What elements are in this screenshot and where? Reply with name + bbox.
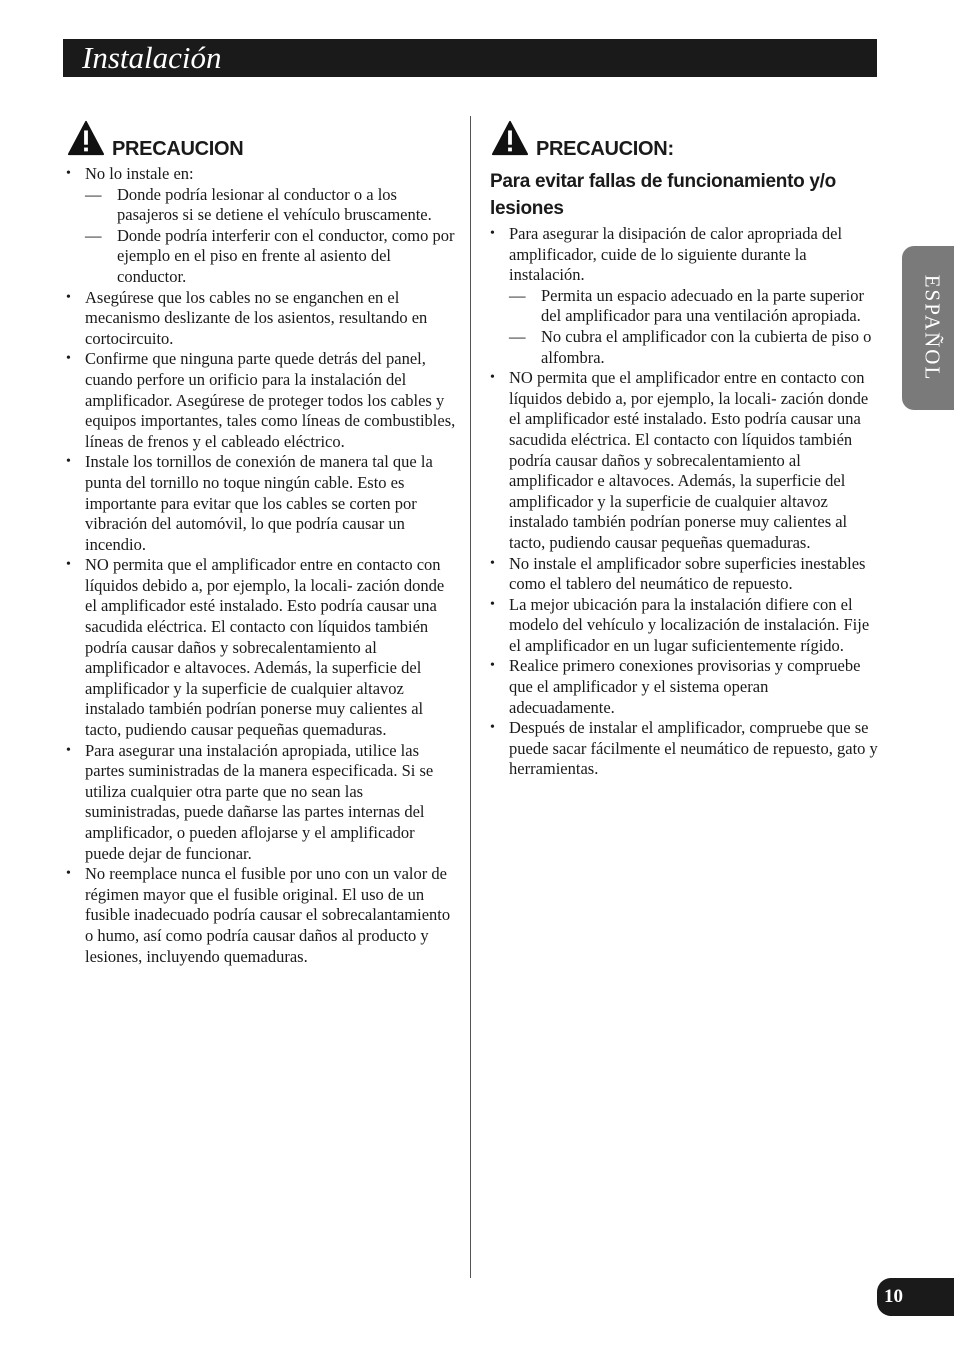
caution-heading <box>64 120 456 164</box>
language-tab-label: ESPAÑOL <box>920 274 945 382</box>
list-item <box>488 368 878 553</box>
caution-list <box>64 164 456 967</box>
dash-icon: — <box>85 184 102 204</box>
list-item-text: No lo instale en: <box>85 164 194 183</box>
bullet-icon: • <box>66 166 71 181</box>
warning-triangle-icon <box>491 120 529 158</box>
bullet-icon: • <box>66 866 71 882</box>
list-item-text: Para asegurar una instalación apropiada, utilice las partes suministradas de la manera especificada. Si se utiliza cualquier otra parte que no sean las suministradas, puede dañarse las partes internas del amplificador, o pueden aflojarse y el amplificador puede dejar de funcionar. <box>85 740 434 863</box>
list-item-text: Confirme que ninguna parte quede detrás del panel, cuando perfore un orificio para la instalación del amplificador. Asegúrese de proteger todos los cables y equipos importantes, tales como líneas de combustibles, líneas de frenos y el cableado eléctrico. <box>85 349 456 451</box>
list-item <box>64 555 456 740</box>
list-item <box>64 864 456 967</box>
dash-icon: — <box>509 285 526 305</box>
bullet-icon: • <box>490 596 495 612</box>
list-item-text: Instale los tornillos de conexión de manera tal que la punta del tornillo no toque ningún cable. Esto es importante para evitar que los cables se corten por vibración del automóvil, lo que podría causar un incendio. <box>85 452 433 554</box>
list-item <box>488 595 878 657</box>
list-item-text: No instale el amplificador sobre superficies inestables como el tablero del neumático de repuesto. <box>509 553 866 594</box>
bullet-icon: • <box>66 742 71 758</box>
dash-icon: — <box>85 225 102 245</box>
list-item <box>64 452 456 555</box>
sub-list <box>509 286 878 368</box>
caution-label: PRECAUCION <box>112 138 244 160</box>
page-number: 10 <box>884 1286 903 1307</box>
sub-list <box>85 185 456 288</box>
section-subheading: Para evitar fallas de funcionamiento y/o lesiones <box>490 171 836 219</box>
bullet-icon: • <box>490 370 495 386</box>
bullet-icon: • <box>66 454 71 470</box>
sub-list-item-text: Donde podría interferir con el conductor, como por ejemplo en el piso en frente al asiento del conductor. <box>117 225 455 286</box>
bullet-icon: • <box>490 555 495 571</box>
sub-list-item <box>509 327 878 368</box>
caution-heading <box>488 120 878 164</box>
sub-list-item-text: No cubra el amplificador con la cubierta de piso o alfombra. <box>541 326 872 367</box>
right-column <box>488 120 878 780</box>
page-number-tab <box>877 1278 954 1316</box>
caution-list <box>488 224 878 780</box>
list-item-text: NO permita que el amplificador entre en contacto con líquidos debido a, por ejemplo, la locali- zación donde el amplificador esté instalado. Esto podría causar una sacudida eléctrica. El contacto con líquidos también podría causar daños y sobrecalentamiento al amplificador e altavoces. Además, la superficie del amplificador y la superficie de cualquier altavoz instalado también podrían ponerse muy calientes al tacto, pudiendo causar pequeñas quemaduras. <box>509 368 869 552</box>
list-item-text: La mejor ubicación para la instalación difiere con el modelo del vehículo y localización de instalación. Fije el amplificador en un lugar suficientemente rígido. <box>509 594 870 655</box>
list-item <box>64 164 456 288</box>
column-divider <box>470 116 471 1278</box>
list-item-text: Asegúrese que los cables no se enganchen en el mecanismo deslizante de los asientos, resultando en cortocircuito. <box>85 287 428 348</box>
sub-list-item-text: Donde podría lesionar al conductor o a los pasajeros si se detiene el vehículo bruscamente. <box>117 184 432 225</box>
list-item-text: Para asegurar la disipación de calor apropriada del amplificador, cuide de lo siguiente durante la instalación. <box>509 224 843 285</box>
list-item-text: Realice primero conexiones provisorias y compruebe que el amplificador y el sistema operan adecuadamente. <box>509 656 861 717</box>
list-item <box>488 554 878 595</box>
list-item <box>64 741 456 865</box>
language-tab <box>902 246 954 410</box>
page-title: Instalación <box>82 40 222 75</box>
bullet-icon: • <box>66 289 71 305</box>
list-item-text: NO permita que el amplificador entre en contacto con líquidos debido a, por ejemplo, la locali- zación donde el amplificador esté instalado. Esto podría causar una sacudida eléctrica. El contacto con líquidos también podría causar daños y sobrecalentamiento al amplificador e altavoces. Además, la superficie del amplificador y la superficie de cualquier altavoz instalado también podrían ponerse muy calientes al tacto, pudiendo causar pequeñas quemaduras. <box>85 555 445 740</box>
bullet-icon: • <box>66 557 71 573</box>
list-item <box>488 718 878 780</box>
list-item <box>488 224 878 368</box>
bullet-icon: • <box>490 226 495 241</box>
sub-list-item <box>85 185 456 226</box>
list-item <box>64 349 456 452</box>
sub-list-item <box>85 226 456 288</box>
bullet-icon: • <box>66 351 71 367</box>
header-bar <box>63 39 877 77</box>
sub-list-item-text: Permita un espacio adecuado en la parte superior del amplificador para una ventilación apropiada. <box>541 285 864 326</box>
list-item-text: No reemplace nunca el fusible por uno con un valor de régimen mayor que el fusible original. El uso de un fusible inadecuado podría causar el sobrecalantamiento o humo, así como podría causar daños al producto y lesiones, incluyendo quemaduras. <box>85 864 451 966</box>
bullet-icon: • <box>490 658 495 674</box>
list-item-text: Después de instalar el amplificador, compruebe que se puede sacar fácilmente el neumático de repuesto, gato y herramientas. <box>509 718 878 779</box>
dash-icon: — <box>509 326 526 346</box>
list-item <box>64 288 456 350</box>
left-column <box>64 120 456 967</box>
sub-list-item <box>509 286 878 327</box>
warning-triangle-icon <box>67 120 105 158</box>
list-item <box>488 656 878 718</box>
bullet-icon: • <box>490 720 495 736</box>
caution-label: PRECAUCION: <box>536 138 674 160</box>
